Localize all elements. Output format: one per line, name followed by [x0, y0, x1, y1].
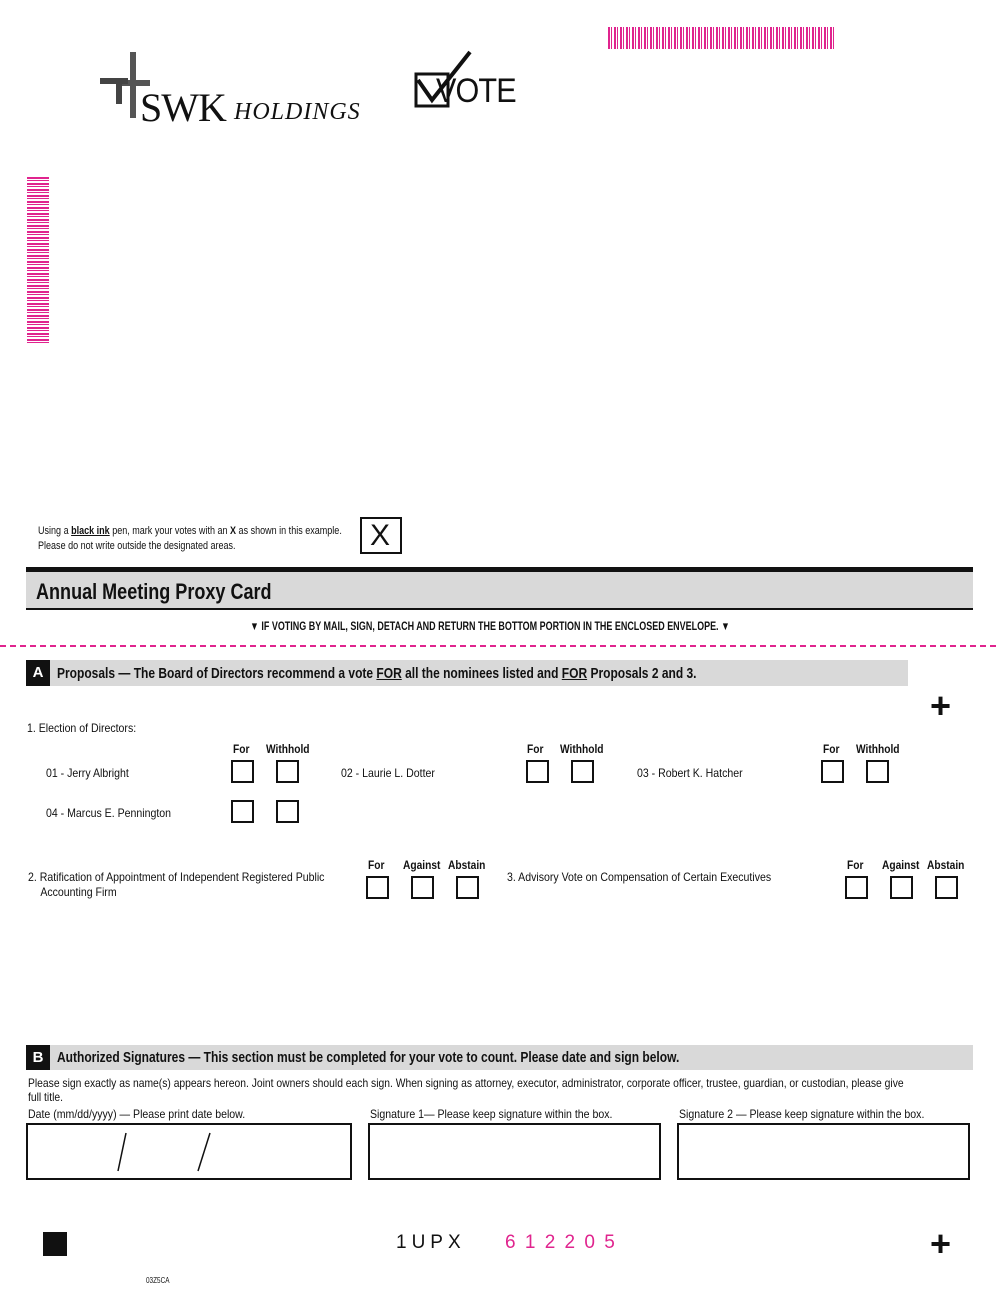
date-input-box[interactable] [26, 1123, 352, 1180]
card-title: Annual Meeting Proxy Card [36, 579, 272, 604]
col-withhold-1: Withhold [266, 742, 310, 756]
instructions-line-1: Using a black ink pen, mark your votes with an X as shown in this example. [38, 525, 342, 537]
nominee-01: 01 - Jerry Albright [46, 766, 129, 780]
date-slashes [28, 1125, 348, 1177]
section-b-header [26, 1045, 973, 1070]
nominee-01-for-checkbox[interactable] [231, 760, 254, 783]
nominee-03-withhold-checkbox[interactable] [866, 760, 889, 783]
p3-col-abstain: Abstain [927, 858, 965, 872]
footer-black-square [43, 1232, 67, 1256]
mail-notice: ▼ IF VOTING BY MAIL, SIGN, DETACH AND RETURN THE BOTTOM PORTION IN THE ENCLOSED ENVELOPE. ▼ [250, 621, 730, 633]
nominee-04-withhold-checkbox[interactable] [276, 800, 299, 823]
signature-2-box[interactable] [677, 1123, 970, 1180]
nominee-04: 04 - Marcus E. Pennington [46, 806, 172, 820]
vote-text: VOTE [436, 72, 516, 110]
p2-col-against: Against [403, 858, 441, 872]
example-x-mark: X [370, 519, 391, 552]
col-for-1: For [233, 742, 250, 756]
proposal-2-against-checkbox[interactable] [411, 876, 434, 899]
nominee-02: 02 - Laurie L. Dotter [341, 766, 435, 780]
down-arrow-left-icon: ▼ [250, 621, 259, 633]
detach-line [0, 645, 996, 647]
proposal-3-label: 3. Advisory Vote on Compensation of Certain Executives [507, 870, 772, 884]
col-withhold-3: Withhold [856, 742, 900, 756]
section-a-title: Proposals — The Board of Directors recommend a vote FOR all the nominees listed and FOR Proposals 2 and 3. [57, 665, 697, 682]
registration-plus-icon: + [930, 685, 952, 726]
footer-code: 1UPX [396, 1232, 466, 1253]
proposal-3-against-checkbox[interactable] [890, 876, 913, 899]
logo-swk-text: SWK [140, 85, 226, 130]
section-a-header [26, 660, 908, 686]
p2-col-for: For [368, 858, 385, 872]
section-a-letter: A [26, 660, 50, 686]
col-for-2: For [527, 742, 544, 756]
signature-1-label: Signature 1— Please keep signature within the box. [370, 1107, 613, 1121]
signature-instructions: Please sign exactly as name(s) appears hereon. Joint owners should each sign. When signing as attorney, executor, administrator, corporate officer, trustee, guardian, or custodian, please give full title. [28, 1076, 904, 1104]
p3-col-for: For [847, 858, 864, 872]
proposal-3-abstain-checkbox[interactable] [935, 876, 958, 899]
nominee-02-withhold-checkbox[interactable] [571, 760, 594, 783]
registration-plus-bottom-icon: + [930, 1223, 952, 1264]
election-label: 1. Election of Directors: [27, 721, 137, 735]
company-logo [100, 50, 380, 130]
col-for-3: For [823, 742, 840, 756]
proposal-2-label: 2. Ratification of Appointment of Independent Registered Public Accounting Firm [28, 870, 325, 899]
date-label: Date (mm/dd/yyyy) — Please print date below. [28, 1107, 246, 1121]
section-b-letter: B [26, 1045, 50, 1070]
col-withhold-2: Withhold [560, 742, 604, 756]
card-title-band [26, 567, 973, 610]
p2-col-abstain: Abstain [448, 858, 486, 872]
section-b-title: Authorized Signatures — This section must be completed for your vote to count. Please date and sign below. [57, 1049, 680, 1066]
form-id: 03Z5CA [146, 1276, 170, 1285]
footer-number: 6 1 2 2 0 5 [505, 1232, 617, 1253]
nominee-03-for-checkbox[interactable] [821, 760, 844, 783]
logo-holdings-text: HOLDINGS [234, 99, 361, 125]
side-barcode [27, 177, 49, 345]
nominee-02-for-checkbox[interactable] [526, 760, 549, 783]
example-mark-box [360, 517, 402, 554]
vote-logo [414, 50, 514, 110]
nominee-04-for-checkbox[interactable] [231, 800, 254, 823]
proposal-2-abstain-checkbox[interactable] [456, 876, 479, 899]
proposal-3-for-checkbox[interactable] [845, 876, 868, 899]
instructions-line-2: Please do not write outside the designated areas. [38, 540, 236, 552]
signature-2-label: Signature 2 — Please keep signature within the box. [679, 1107, 925, 1121]
down-arrow-right-icon: ▼ [721, 621, 730, 633]
top-barcode [608, 27, 835, 49]
nominee-01-withhold-checkbox[interactable] [276, 760, 299, 783]
marking-instructions [38, 524, 342, 554]
nominee-03: 03 - Robert K. Hatcher [637, 766, 743, 780]
p3-col-against: Against [882, 858, 920, 872]
proposal-2-for-checkbox[interactable] [366, 876, 389, 899]
signature-1-box[interactable] [368, 1123, 661, 1180]
